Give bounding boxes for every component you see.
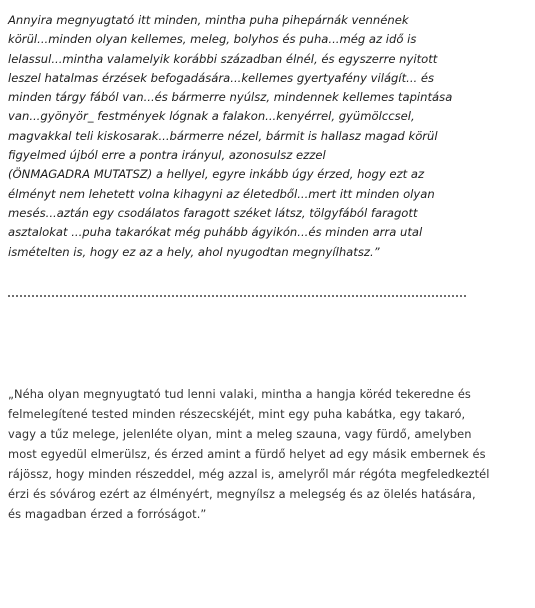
- paragraph-line: rájössz, hogy minden részeddel, még azzal is, amelyről már régóta megfeledkeztél: [8, 467, 490, 481]
- paragraph-line: mesés...aztán egy csodálatos faragott széket látsz, tölgyfából faragott: [8, 205, 418, 220]
- paragraph-line: asztalokat ...puha takarókat még puhább ágyikón...és minden arra utal: [8, 225, 423, 240]
- paragraph-line: lelassul...mintha valamelyik korábbi században élnél, és egyszerre nyitott: [8, 51, 438, 66]
- paragraph-line: (ÖNMAGADRA MUTATSZ) a hellyel, egyre inkább úgy érzed, hogy ezt az: [8, 167, 425, 182]
- paragraph-line: figyelmed újból erre a pontra irányul, azonosulsz ezzel: [8, 148, 326, 163]
- paragraph-line: ismételten is, hogy ez az a hely, ahol nyugodtan megnyílhatsz.”: [8, 244, 380, 259]
- paragraph-line: élményt nem lehetett volna kihagyni az életedből...mert itt minden olyan: [8, 186, 435, 201]
- paragraph-line: Annyira megnyugtató itt minden, mintha puha pihepárnák vennének: [8, 13, 409, 27]
- paragraph-line: érzi és sóvárog ezért az élményért, megnyílsz a melegség és az ölelés hatására,: [8, 487, 476, 501]
- paragraph-line: leszel hatalmas érzések befogadására...kellemes gyertyafény világít... és: [8, 70, 435, 85]
- paragraph-line: most egyedül elmerülsz, és érzed amint a fürdő helyet ad egy másik embernek és: [8, 447, 486, 461]
- paragraph-line: körül...minden olyan kellemes, meleg, bolyhos és puha...még az idő is: [8, 32, 417, 47]
- quote-paragraph: [8, 384, 528, 524]
- paragraph-line: magvakkal teli kiskosarak...bármerre nézel, bármit is hallasz magad körül: [8, 128, 438, 143]
- paragraph-line: és magadban érzed a forróságot.”: [8, 507, 207, 521]
- paragraph-line: „Néha olyan megnyugtató tud lenni valaki, mintha a hangja köréd tekeredne és: [8, 387, 471, 401]
- paragraph-line: van...gyönyör_ festmények lógnak a falakon...kenyérrel, gyümölccsel,: [8, 109, 415, 124]
- paragraph-line: felmelegítené tested minden részecskéjét, mint egy puha kabátka, egy takaró,: [8, 407, 466, 421]
- paragraph-line: vagy a tűz melege, jelenléte olyan, mint a meleg szauna, vagy fürdő, amelyben: [8, 427, 472, 441]
- paragraph-line: minden tárgy fából van...és bármerre nyúlsz, mindennek kellemes tapintása: [8, 90, 453, 105]
- italic-paragraph: [8, 11, 508, 262]
- dotted-divider: [8, 295, 466, 297]
